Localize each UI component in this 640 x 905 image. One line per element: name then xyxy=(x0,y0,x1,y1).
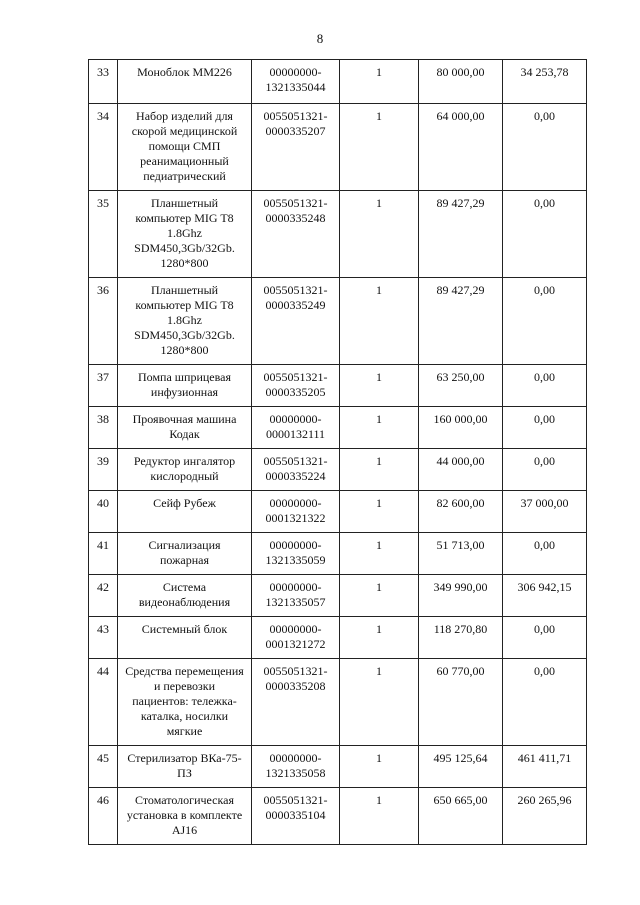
inventory-code-cell: 0055051321- 0000335207 xyxy=(252,104,340,191)
book-value-cell: 650 665,00 xyxy=(419,788,503,845)
item-name-cell: Система видеонаблюдения xyxy=(118,575,252,617)
table-row xyxy=(89,60,587,104)
row-number-cell: 33 xyxy=(89,60,118,104)
quantity-cell: 1 xyxy=(340,191,419,278)
quantity-cell: 1 xyxy=(340,278,419,365)
item-name-cell: Стерилизатор ВКа-75- ПЗ xyxy=(118,746,252,788)
book-value-cell: 51 713,00 xyxy=(419,533,503,575)
inventory-code-cell: 0055051321- 0000335205 xyxy=(252,365,340,407)
table-row xyxy=(89,191,587,278)
row-number-cell: 36 xyxy=(89,278,118,365)
quantity-cell: 1 xyxy=(340,659,419,746)
residual-value-cell: 0,00 xyxy=(503,104,587,191)
row-number-cell: 45 xyxy=(89,746,118,788)
item-name-cell: Проявочная машина Кодак xyxy=(118,407,252,449)
row-number-cell: 40 xyxy=(89,491,118,533)
row-number-cell: 34 xyxy=(89,104,118,191)
inventory-code-cell: 00000000- 1321335057 xyxy=(252,575,340,617)
book-value-cell: 349 990,00 xyxy=(419,575,503,617)
item-name-cell: Редуктор ингалятор кислородный xyxy=(118,449,252,491)
item-name-cell: Планшетный компьютер MIG T8 1.8Ghz SDM450,3Gb/32Gb. 1280*800 xyxy=(118,191,252,278)
inventory-code-cell: 00000000- 1321335058 xyxy=(252,746,340,788)
inventory-code-cell: 0055051321- 0000335249 xyxy=(252,278,340,365)
item-name-cell: Набор изделий для скорой медицинской помощи СМП реанимационный педиатрический xyxy=(118,104,252,191)
table-row xyxy=(89,575,587,617)
row-number-cell: 35 xyxy=(89,191,118,278)
table-row xyxy=(89,788,587,845)
quantity-cell: 1 xyxy=(340,788,419,845)
residual-value-cell: 0,00 xyxy=(503,365,587,407)
residual-value-cell: 260 265,96 xyxy=(503,788,587,845)
residual-value-cell: 37 000,00 xyxy=(503,491,587,533)
inventory-code-cell: 0055051321- 0000335248 xyxy=(252,191,340,278)
row-number-cell: 37 xyxy=(89,365,118,407)
quantity-cell: 1 xyxy=(340,533,419,575)
table-row xyxy=(89,491,587,533)
quantity-cell: 1 xyxy=(340,104,419,191)
residual-value-cell: 0,00 xyxy=(503,617,587,659)
item-name-cell: Моноблок ММ226 xyxy=(118,60,252,104)
residual-value-cell: 0,00 xyxy=(503,407,587,449)
inventory-code-cell: 00000000- 1321335044 xyxy=(252,60,340,104)
quantity-cell: 1 xyxy=(340,60,419,104)
row-number-cell: 38 xyxy=(89,407,118,449)
residual-value-cell: 306 942,15 xyxy=(503,575,587,617)
quantity-cell: 1 xyxy=(340,617,419,659)
row-number-cell: 39 xyxy=(89,449,118,491)
row-number-cell: 44 xyxy=(89,659,118,746)
item-name-cell: Системный блок xyxy=(118,617,252,659)
inventory-code-cell: 00000000- 0001321322 xyxy=(252,491,340,533)
table-row xyxy=(89,746,587,788)
inventory-table xyxy=(88,59,587,845)
book-value-cell: 495 125,64 xyxy=(419,746,503,788)
item-name-cell: Средства перемещения и перевозки пациентов: тележка- каталка, носилки мягкие xyxy=(118,659,252,746)
inventory-code-cell: 00000000- 1321335059 xyxy=(252,533,340,575)
quantity-cell: 1 xyxy=(340,407,419,449)
row-number-cell: 46 xyxy=(89,788,118,845)
inventory-code-cell: 00000000- 0000132111 xyxy=(252,407,340,449)
inventory-code-cell: 0055051321- 0000335104 xyxy=(252,788,340,845)
book-value-cell: 118 270,80 xyxy=(419,617,503,659)
residual-value-cell: 34 253,78 xyxy=(503,60,587,104)
residual-value-cell: 461 411,71 xyxy=(503,746,587,788)
table-row xyxy=(89,278,587,365)
table-row xyxy=(89,617,587,659)
item-name-cell: Сигнализация пожарная xyxy=(118,533,252,575)
table-row xyxy=(89,407,587,449)
quantity-cell: 1 xyxy=(340,491,419,533)
book-value-cell: 44 000,00 xyxy=(419,449,503,491)
quantity-cell: 1 xyxy=(340,575,419,617)
inventory-code-cell: 0055051321- 0000335224 xyxy=(252,449,340,491)
inventory-code-cell: 0055051321- 0000335208 xyxy=(252,659,340,746)
book-value-cell: 63 250,00 xyxy=(419,365,503,407)
quantity-cell: 1 xyxy=(340,449,419,491)
book-value-cell: 82 600,00 xyxy=(419,491,503,533)
table-row xyxy=(89,365,587,407)
residual-value-cell: 0,00 xyxy=(503,191,587,278)
item-name-cell: Помпа шприцевая инфузионная xyxy=(118,365,252,407)
item-name-cell: Планшетный компьютер MIG T8 1.8Ghz SDM450,3Gb/32Gb. 1280*800 xyxy=(118,278,252,365)
item-name-cell: Стоматологическая установка в комплекте AJ16 xyxy=(118,788,252,845)
table-row xyxy=(89,659,587,746)
inventory-code-cell: 00000000- 0001321272 xyxy=(252,617,340,659)
residual-value-cell: 0,00 xyxy=(503,533,587,575)
quantity-cell: 1 xyxy=(340,365,419,407)
book-value-cell: 160 000,00 xyxy=(419,407,503,449)
row-number-cell: 41 xyxy=(89,533,118,575)
quantity-cell: 1 xyxy=(340,746,419,788)
table-row xyxy=(89,449,587,491)
table-row xyxy=(89,533,587,575)
book-value-cell: 89 427,29 xyxy=(419,278,503,365)
book-value-cell: 89 427,29 xyxy=(419,191,503,278)
row-number-cell: 42 xyxy=(89,575,118,617)
page-number: 8 xyxy=(316,31,324,46)
row-number-cell: 43 xyxy=(89,617,118,659)
item-name-cell: Сейф Рубеж xyxy=(118,491,252,533)
table-row xyxy=(89,104,587,191)
book-value-cell: 64 000,00 xyxy=(419,104,503,191)
book-value-cell: 80 000,00 xyxy=(419,60,503,104)
residual-value-cell: 0,00 xyxy=(503,659,587,746)
residual-value-cell: 0,00 xyxy=(503,278,587,365)
residual-value-cell: 0,00 xyxy=(503,449,587,491)
book-value-cell: 60 770,00 xyxy=(419,659,503,746)
